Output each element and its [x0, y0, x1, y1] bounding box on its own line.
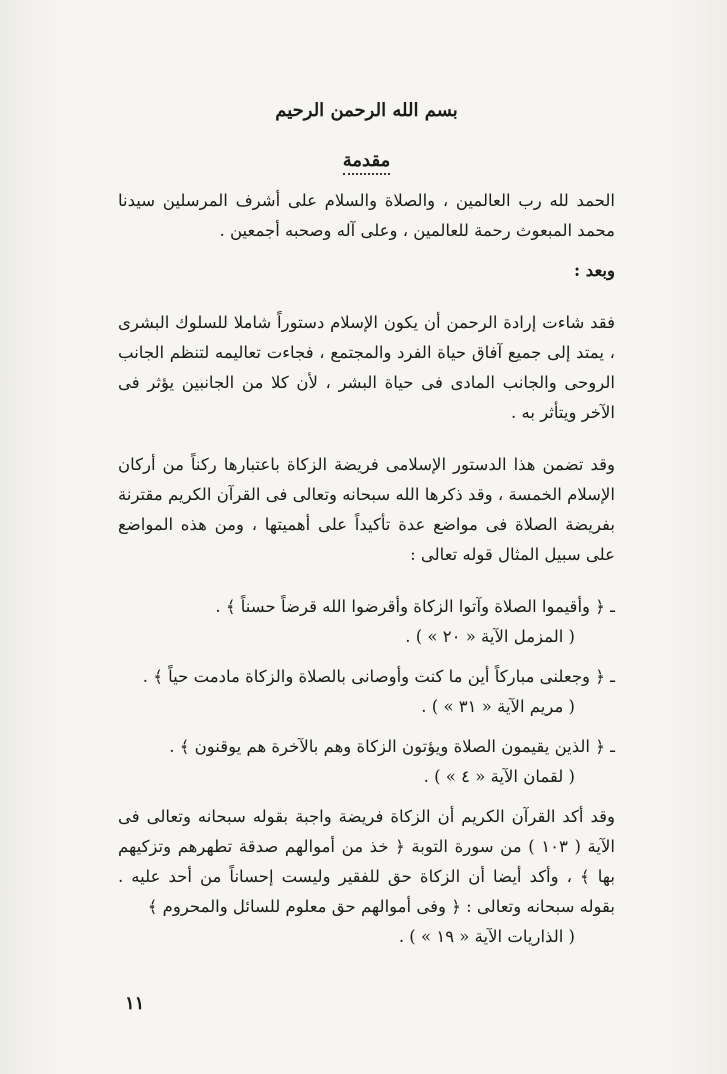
paragraph-3: وقد أكد القرآن الكريم أن الزكاة فريضة واجبة بقوله سبحانه وتعالى فى الآية ( ١٠٣ ) من سورة التوبة ﴿ خذ من أموالهم صدقة تطهرهم وتزكيهم بها ﴾ ، وأكد أيضا أن الزكاة حق للفقير وليست إحساناً من أحد عليه . بقوله سبحانه وتعالى : ﴿ وفى أموالهم حق معلوم للسائل والمحروم ﴾	[118, 807, 615, 916]
section-heading	[118, 146, 615, 176]
basmala: بسم الله الرحمن الرحيم	[275, 100, 458, 121]
verse-3: ـ ﴿ الذين يقيمون الصلاة ويؤتون الزكاة وهم بالآخرة هم يوقنون ﴾ .	[169, 737, 615, 756]
verse-3-reference: ( لقمان الآية « ٤ » ) .	[423, 767, 575, 786]
paragraph-2: وقد تضمن هذا الدستور الإسلامى فريضة الزكاة باعتبارها ركناً من أركان الإسلام الخمسة ، وقد ذكرها الله سبحانه وتعالى فى القرآن الكريم مقترنة بفريضة الصلاة فى مواضع عدة تأكيداً على أهميتها ، ومن هذه المواضع على سبيل المثال قوله تعالى :	[118, 455, 615, 564]
verse-2: ـ ﴿ وجعلنى مباركاً أين ما كنت وأوصانى بالصلاة والزكاة مادمت حياً ﴾ .	[142, 667, 615, 686]
verse-1-reference: ( المزمل الآية « ٢٠ » ) .	[405, 627, 575, 646]
paragraph-1: فقد شاءت إرادة الرحمن أن يكون الإسلام دستوراً شاملا للسلوك البشرى ، يمتد إلى جميع آفاق حياة الفرد والمجتمع ، فجاءت تعاليمه لتنظم الجانب الروحى والجانب المادى فى حياة البشر ، لأن كلا من الجانبين يؤثر فى الآخر ويتأثر به .	[118, 313, 615, 422]
verse-2-reference: ( مريم الآية « ٣١ » ) .	[421, 697, 575, 716]
page-text	[118, 96, 615, 952]
paragraph-3-reference: ( الذاريات الآية « ١٩ » ) .	[398, 927, 575, 946]
verse-1: ـ ﴿ وأقيموا الصلاة وآتوا الزكاة وأقرضوا الله قرضاً حسناً ﴾ .	[215, 597, 615, 616]
opening-paragraph: الحمد لله رب العالمين ، والصلاة والسلام على أشرف المرسلين سيدنا محمد المبعوث رحمة للعالمين ، وعلى آله وصحبه أجمعين .	[118, 191, 615, 240]
section-heading-text: مقدمة	[343, 150, 391, 175]
wabaad-label: وبعد :	[573, 261, 615, 280]
page-number: ١١	[125, 993, 145, 1014]
